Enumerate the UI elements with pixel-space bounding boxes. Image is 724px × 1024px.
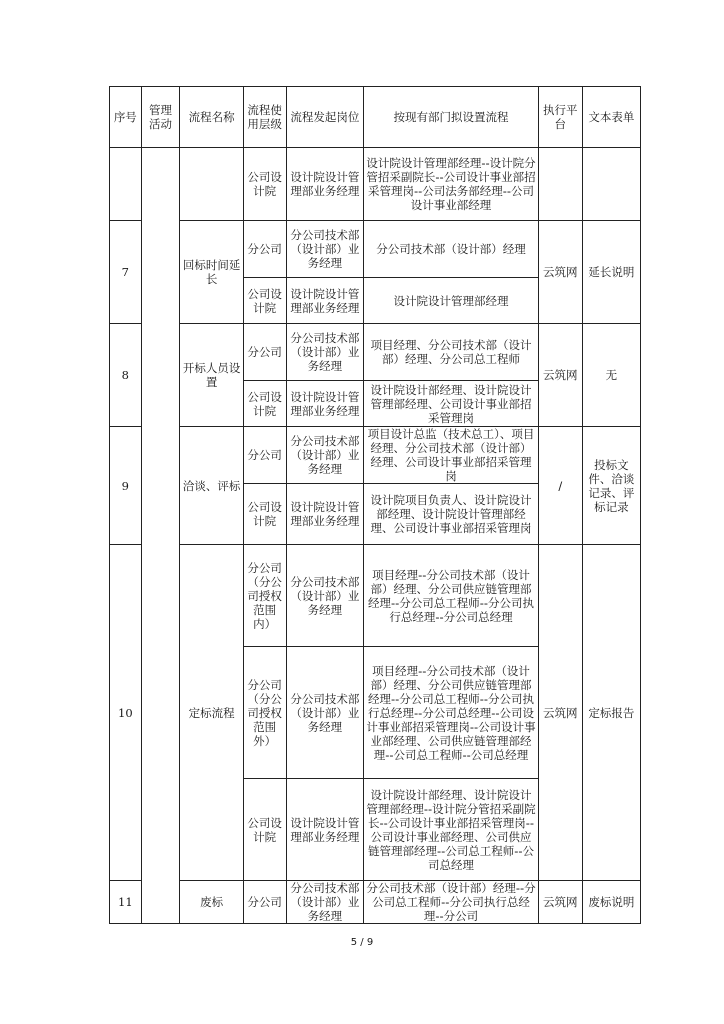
header-activity: 管理活动 [141,87,180,148]
seq-cell: 11 [110,881,142,924]
initiator-cell: 分公司技术部（设计部）业务经理 [286,221,364,278]
page-number: 5 / 9 [350,937,374,948]
flow-name-cell [180,148,243,221]
activity-cell [141,148,180,924]
initiator-cell: 分公司技术部（设计部）业务经理 [286,881,364,924]
platform-cell: 云筑网 [538,324,582,427]
process-cell: 项目设计总监（技术总工）、项目经理、分公司技术部（设计部）经理、公司设计事业部招采管理岗 [364,427,539,484]
header-level: 流程使用层级 [243,87,286,148]
platform-cell: 云筑网 [538,545,582,881]
doc-cell [582,148,640,221]
level-cell: 分公司（分公司授权范围内） [243,545,286,647]
doc-cell: 废标说明 [582,881,640,924]
level-cell: 公司设计院 [243,148,286,221]
level-cell: 分公司（分公司授权范围外） [243,647,286,779]
level-cell: 公司设计院 [243,381,286,427]
initiator-cell: 设计院设计管理部业务经理 [286,779,364,881]
process-cell: 项目经理--分公司技术部（设计部）经理、分公司供应链管理部经理--分公司总工程师--分公司执行总经理--分公司总经理--公司设计事业部招采管理岗--公司设计事业部经理、公司供应链管理部经理--公司总工程师--公司总经理 [364,647,539,779]
doc-cell: 延长说明 [582,221,640,324]
process-cell: 项目经理--分公司技术部（设计部）经理、分公司供应链管理部经理--分公司总工程师--分公司执行总经理--分公司总经理 [364,545,539,647]
level-cell: 分公司 [243,881,286,924]
flow-name-cell: 回标时间延长 [180,221,243,324]
header-flow-name: 流程名称 [180,87,243,148]
header-seq: 序号 [110,87,142,148]
level-cell: 公司设计院 [243,779,286,881]
level-cell: 分公司 [243,221,286,278]
header-initiator: 流程发起岗位 [286,87,364,148]
level-cell: 公司设计院 [243,278,286,324]
process-cell: 设计院设计部经理、设计院设计管理部经理、公司设计事业部招采管理岗 [364,381,539,427]
flow-name-cell: 开标人员设置 [180,324,243,427]
flow-name-cell: 洽谈、评标 [180,427,243,545]
level-cell: 分公司 [243,324,286,381]
header-process: 按现有部门拟设置流程 [364,87,539,148]
initiator-cell: 设计院设计管理部业务经理 [286,278,364,324]
initiator-cell: 设计院设计管理部业务经理 [286,381,364,427]
process-cell: 分公司技术部（设计部）经理--分公司总工程师--分公司执行总经理--分公司 [364,881,539,924]
level-cell: 分公司 [243,427,286,484]
doc-cell: 无 [582,324,640,427]
initiator-cell: 设计院设计管理部业务经理 [286,148,364,221]
initiator-cell: 分公司技术部（设计部）业务经理 [286,324,364,381]
flow-name-cell: 废标 [180,881,243,924]
platform-cell: 云筑网 [538,881,582,924]
level-cell: 公司设计院 [243,484,286,545]
initiator-cell: 分公司技术部（设计部）业务经理 [286,545,364,647]
process-table [109,86,641,924]
flow-name-cell: 定标流程 [180,545,243,881]
initiator-cell: 分公司技术部（设计部）业务经理 [286,647,364,779]
table-row [110,881,641,924]
process-cell: 设计院设计管理部经理 [364,278,539,324]
seq-cell [110,148,142,221]
process-cell: 设计院项目负责人、设计院设计部经理、设计院设计管理部经理、公司设计事业部招采管理岗 [364,484,539,545]
doc-cell: 投标文件、洽谈记录、评标记录 [582,427,640,545]
initiator-cell: 分公司技术部（设计部）业务经理 [286,427,364,484]
process-cell: 设计院设计管理部经理--设计院分管招采副院长--公司设计事业部招采管理岗--公司法务部经理--公司设计事业部经理 [364,148,539,221]
table-row [110,148,641,221]
header-platform: 执行平台 [538,87,582,148]
seq-cell: 8 [110,324,142,427]
process-cell: 分公司技术部（设计部）经理 [364,221,539,278]
process-cell: 项目经理、分公司技术部（设计部）经理、分公司总工程师 [364,324,539,381]
platform-cell: 云筑网 [538,221,582,324]
table-row [110,324,641,381]
table-row [110,221,641,278]
seq-cell: 7 [110,221,142,324]
seq-cell: 9 [110,427,142,545]
doc-cell: 定标报告 [582,545,640,881]
platform-cell: / [538,427,582,545]
initiator-cell: 设计院设计管理部业务经理 [286,484,364,545]
process-cell: 设计院设计部经理、设计院设计管理部经理--设计院分管招采副院长--公司设计事业部招采管理岗--公司设计事业部经理、公司供应链管理部经理--公司总工程师--公司总经理 [364,779,539,881]
header-doc: 文本表单 [582,87,640,148]
platform-cell [538,148,582,221]
table-row [110,545,641,647]
seq-cell: 10 [110,545,142,881]
table-row [110,427,641,484]
header-row [110,87,641,148]
